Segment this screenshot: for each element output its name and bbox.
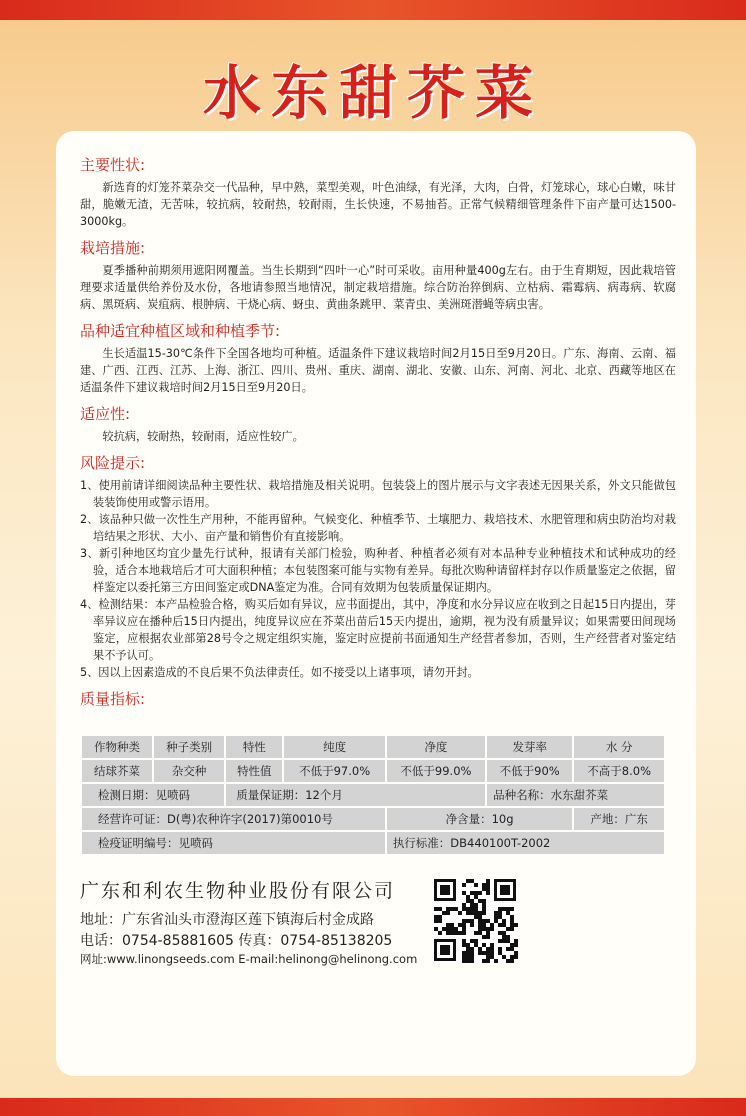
warranty-period: 质量保证期：12个月 — [226, 784, 485, 806]
quality-header-row — [82, 736, 664, 758]
risk-list — [80, 477, 676, 681]
quality-info-row — [82, 832, 664, 854]
company-name: 广东和利农生物种业股份有限公司 — [80, 880, 396, 902]
quality-header-cell: 种子类别 — [154, 736, 224, 758]
quality-header-cell: 纯度 — [284, 736, 384, 758]
region-text: 生长适温15-30℃条件下全国各地均可种植。适温条件下建议栽培时间2月15日至9月20日。广东、海南、云南、福建、广西、江西、江苏、上海、浙江、四川、贵州、重庆、湖南、湖北、安徽、山东、河南、河北、北京、西藏等地区在适温条件下建议栽培时间2月15日至9月20日。 — [80, 347, 676, 394]
origin: 产地：广东 — [574, 808, 664, 830]
quality-header-cell: 水 分 — [574, 736, 664, 758]
quality-value-cell: 不高于8.0% — [574, 760, 664, 782]
region-heading: 品种适宜种植区域和种植季节: — [80, 322, 281, 340]
variety-name: 品种名称：水东甜芥菜 — [487, 784, 664, 806]
product-title: 水东甜芥菜 — [202, 59, 543, 127]
license-number: 经营许可证：D(粤)农种许字(2017)第0010号 — [82, 808, 385, 830]
adaptability-text: 较抗病，较耐热，较耐雨，适应性较广。 — [102, 430, 304, 443]
quality-value-cell: 结球芥菜 — [82, 760, 152, 782]
traits-text: 新选育的灯笼芥菜杂交一代品种，早中熟，菜型美观，叶色油绿，有光泽，大肉，白骨，灯笼球心，球心白嫩，味甘甜，脆嫩无渣，无苦味，较抗病，较耐热，较耐雨，生长快速，不易抽苔。正常气候精细管理条件下亩产量可达1500-3000kg。 — [80, 181, 676, 228]
quality-heading: 质量指标: — [80, 690, 146, 708]
company-web-email: 网址:www.linongseeds.com E-mail:helinong@helinong.com — [80, 952, 418, 966]
risk-item: 4、检测结果：本产品检验合格，购买后如有异议，应书面提出，其中，净度和水分异议应在收到之日起15日内提出，芽率异议应在播种后15日内提出，纯度异议应在芥菜出苗后15天内提出，逾期，视为没有质量异议；如果需要田间现场鉴定，应根据农业部第28号令之规定组织实施，鉴定时应提前书面通知生产经营者参加，否则，生产经营者对鉴定结果不予认可。 — [80, 598, 676, 662]
quality-value-cell: 不低于99.0% — [387, 760, 485, 782]
quality-value-cell: 特性值 — [226, 760, 282, 782]
quality-header-cell: 净度 — [387, 736, 485, 758]
quality-info-row — [82, 808, 664, 830]
bottom-red-bar — [0, 1098, 746, 1116]
quality-value-cell: 不低于97.0% — [284, 760, 384, 782]
cultivation-text: 夏季播种前期须用遮阳网覆盖。当生长期到“四叶一心”时可采收。亩用种量400g左右。由于生育期短，因此栽培管理要求适量供给养份及水份，各地请参照当地情况，制定栽培措施。综合防治猝倒病、立枯病、霜霉病、病毒病、软腐病、黑斑病、炭疽病、根肿病、干烧心病、蚜虫、黄曲条跳甲、菜青虫、美洲斑潜蝇等病虫害。 — [80, 264, 676, 311]
quarantine-cert: 检疫证明编号：见喷码 — [82, 832, 385, 854]
cultivation-heading: 栽培措施: — [80, 239, 146, 257]
net-content: 净含量：10g — [387, 808, 573, 830]
test-date: 检测日期：见喷码 — [82, 784, 224, 806]
quality-header-cell: 特性 — [226, 736, 282, 758]
quality-value-cell: 不低于90% — [487, 760, 572, 782]
quality-value-row — [82, 760, 664, 782]
company-address: 地址：广东省汕头市澄海区莲下镇海后村金成路 — [80, 912, 374, 928]
top-red-bar — [0, 0, 746, 20]
content-area — [80, 155, 676, 713]
risk-item: 2、该品种只做一次性生产用种，不能再留种。气候变化、种植季节、土壤肥力、栽培技术、水肥管理和病虫防治均对栽培结果之形状、大小、亩产量和销售价有直接影响。 — [80, 513, 676, 543]
quality-header-cell: 作物种类 — [82, 736, 152, 758]
quality-table — [80, 734, 666, 856]
risk-heading: 风险提示: — [80, 454, 146, 472]
quality-info-row — [82, 784, 664, 806]
adaptability-heading: 适应性: — [80, 405, 131, 423]
traits-heading: 主要性状: — [80, 156, 146, 174]
quality-header-cell: 发芽率 — [487, 736, 572, 758]
risk-item: 5、因以上因素造成的不良后果不负法律责任。如不接受以上诸事项，请勿开封。 — [80, 666, 479, 679]
quality-value-cell: 杂交种 — [154, 760, 224, 782]
risk-item: 1、使用前请详细阅读品种主要性状、栽培措施及相关说明。包装袋上的图片展示与文字表述无因果关系，外文只能做包装装饰使用或警示语用。 — [80, 479, 676, 509]
company-phone-fax: 电话：0754-85881605 传真：0754-85138205 — [80, 933, 393, 949]
risk-item: 3、新引种地区均宜少量先行试种，报请有关部门检验，购种者、种植者必须有对本品种专业种植技术和试种成功的经验，适合本地栽培后才可大面积种植；本包装图案可能与实物有差异。每批次购种请留样封存以作质量鉴定之依据，留样鉴定以委托第三方田间鉴定或DNA鉴定为准。合同有效期为包装质量保证期内。 — [80, 547, 676, 594]
qr-code-icon — [432, 877, 518, 963]
standard: 执行标准：DB440100T-2002 — [387, 832, 664, 854]
